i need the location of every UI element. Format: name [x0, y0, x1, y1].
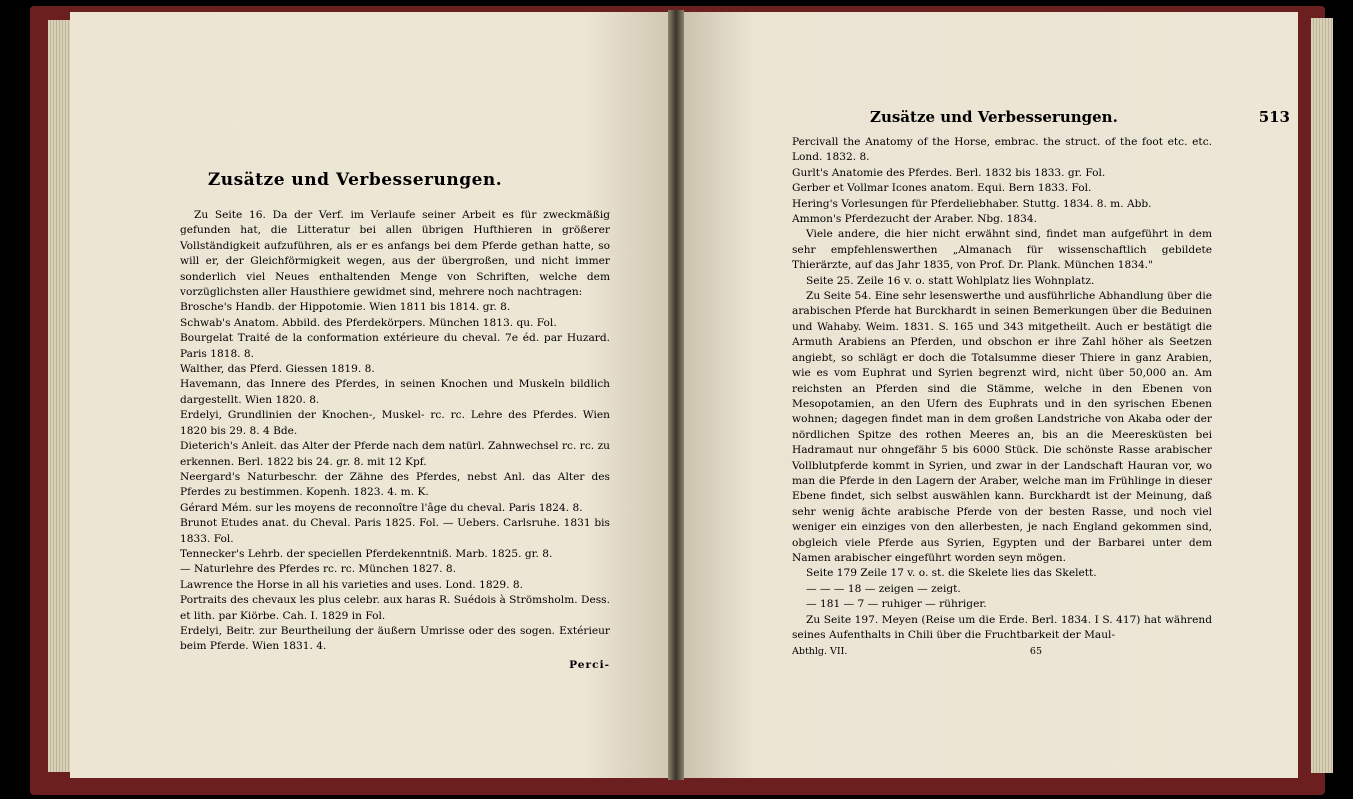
bibliography-entry: Havemann, das Innere des Pferdes, in seinen Knochen und Muskeln bildlich dargestellt. Wien 1820. 8. — [180, 378, 610, 406]
bibliography-entry: Tennecker's Lehrb. der speciellen Pferdekenntniß. Marb. 1825. gr. 8. — [180, 547, 553, 560]
signature-mark: Abthlg. VII. — [792, 646, 848, 658]
bibliography-entry: Brunot Etudes anat. du Cheval. Paris 1825. Fol. — Uebers. Carlsruhe. 1831 bis 1833. Fol. — [180, 517, 610, 545]
bibliography-entry: Gérard Mém. sur les moyens de reconnoître l'âge du cheval. Paris 1824. 8. — [180, 501, 583, 514]
running-head-title: Zusätze und Verbesserungen. — [870, 108, 1118, 126]
bibliography-entry: Dieterich's Anleit. das Alter der Pferde nach dem natürl. Zahnwechsel rc. rc. zu erkennen. Berl. 1822 bis 24. gr. 8. mit 12 Kpf. — [180, 440, 610, 468]
bibliography-entry: Gurlt's Anatomie des Pferdes. Berl. 1832 bis 1833. gr. Fol. — [792, 166, 1106, 179]
sheet-number: 65 — [1029, 646, 1042, 658]
page-number: 513 — [1258, 108, 1290, 126]
bibliography-entry: Gerber et Vollmar Icones anatom. Equi. Bern 1833. Fol. — [792, 182, 1092, 195]
bibliography-entry: Walther, das Pferd. Giessen 1819. 8. — [180, 363, 375, 376]
body-paragraph: Seite 179 Zeile 17 v. o. st. die Skelete lies das Skelett. — [806, 567, 1097, 580]
bibliography-entry: Ammon's Pferdezucht der Araber. Nbg. 1834. — [792, 213, 1037, 226]
bibliography-entry: Percivall the Anatomy of the Horse, embrac. the struct. of the foot etc. etc. Lond. 1832. 8. — [792, 136, 1212, 164]
bibliography-entry: Brosche's Handb. der Hippotomie. Wien 1811 bis 1814. gr. 8. — [180, 301, 511, 314]
bibliography-entry: Portraits des chevaux les plus celebr. aux haras R. Suédois à Strömsholm. Dess. et lith. par Kiörbe. Cah. I. 1829 in Fol. — [180, 594, 610, 622]
page-heading: Zusätze und Verbesserungen. — [207, 170, 503, 190]
bibliography-entry: — Naturlehre des Pferdes rc. rc. München 1827. 8. — [180, 563, 456, 576]
body-paragraph: Zu Seite 54. Eine sehr lesenswerthe und ausführliche Abhandlung über die arabischen Pferde hat Burckhardt in seinen Bemerkungen über die Beduinen und Wahaby. Weim. 1831. S. 165 und 343 mitgetheilt. Auch er bestätigt die Armuth Arabiens an Pferden, und obschon er ihre Zahl höher als Seetzen angiebt, so schlägt er doch die Totalsumme dieser Thiere in ganz Arabien, wie es vom Euphrat und Syrien begrenzt wird, nicht über 50,000 an. Am reichsten an Pferden sind die Stämme, welche in den Ebenen von Mesopotamien, an den Ufern des Euphrats und in den syrischen Ebenen wohnen; dagegen findet man in dem großen Landstriche von Akaba oder der nördlichen Spitze des rothen Meeres an, bis an die Meeresküsten bei Hadramaut nur ohngefähr 5 bis 6000 Stück. Die schönste Rasse arabischer Vollblutpferde kommt in Syrien, und zwar in der Landschaft Hauran vor, wo man die Pferde in den Lagern der Araber, welche man im Frühlinge in dieser Ebene findet, sich selbst auswählen kann. Burckhardt ist der Meinung, daß sehr wenig ächte arabische Pferde von der besten Rasse, und noch viel weniger ein einziges von den allerbesten, je nach England gekommen sind, obgleich viele Pferde aus Syrien, Egypten und der Barbarei unter dem Namen arabischer eingeführt worden seyn mögen. — [792, 290, 1212, 564]
body-paragraph: — 181 — 7 — ruhiger — rühriger. — [806, 598, 987, 611]
body-paragraph: Seite 25. Zeile 16 v. o. statt Wohlplatz lies Wohnplatz. — [806, 274, 1095, 287]
bibliography-entry: Hering's Vorlesungen für Pferdeliebhaber. Stuttg. 1834. 8. m. Abb. — [792, 197, 1152, 210]
catchword: Perci- — [569, 658, 610, 671]
body-paragraph: — — — 18 — zeigen — zeigt. — [806, 582, 961, 595]
page-footer — [792, 646, 1212, 657]
running-header — [870, 108, 1290, 126]
page-edges-left — [48, 20, 72, 772]
bibliography-entry: Schwab's Anatom. Abbild. des Pferdekörpers. München 1813. qu. Fol. — [180, 316, 557, 329]
book-gutter — [668, 10, 684, 780]
left-page-text — [180, 170, 610, 671]
right-page-text — [792, 135, 1212, 657]
body-paragraph: Viele andere, die hier nicht erwähnt sind, findet man aufgeführt in dem sehr empfehlenswerthen „Almanach für wissenschaftlich gebildete Thierärzte, auf das Jahr 1835, von Prof. Dr. Plank. München 1834." — [792, 228, 1212, 272]
bibliography-entry: Neergard's Naturbeschr. der Zähne des Pferdes, nebst Anl. das Alter des Pferdes zu bestimmen. Kopenh. 1823. 4. m. K. — [180, 470, 610, 499]
bibliography-entry: Erdelyi, Beitr. zur Beurtheilung der äußern Umrisse oder des sogen. Extérieur beim Pferde. Wien 1831. 4. — [180, 624, 610, 653]
page-edges-right — [1311, 18, 1333, 773]
bibliography-entry: Bourgelat Traité de la conformation extérieure du cheval. 7e éd. par Huzard. Paris 1818. 8. — [180, 332, 610, 360]
body-paragraph: Zu Seite 197. Meyen (Reise um die Erde. Berl. 1834. I S. 417) hat während seines Aufenthalts in Chili über die Fruchtbarkeit der Maul- — [792, 613, 1212, 641]
bibliography-entry: Lawrence the Horse in all his varieties and uses. Lond. 1829. 8. — [180, 578, 523, 591]
bibliography-entry: Erdelyi, Grundlinien der Knochen-, Muskel- rc. rc. Lehre des Pferdes. Wien 1820 bis 29. 8. 4 Bde. — [180, 409, 610, 437]
intro-paragraph: Zu Seite 16. Da der Verf. im Verlaufe seiner Arbeit es für zweckmäßig gefunden hat, die Litteratur bei allen übrigen Hufthieren in größerer Vollständigkeit aufzuführen, als er es anfangs bei dem Pferde gethan hatte, so will er, der Gleichförmigkeit wegen, aus der übergroßen, und nicht immer sonderlich viel Neues enthaltenden Menge von Schriften, welche dem vorzüglichsten aller Hausthiere gewidmet sind, mehrere noch nachtragen: — [180, 209, 610, 299]
